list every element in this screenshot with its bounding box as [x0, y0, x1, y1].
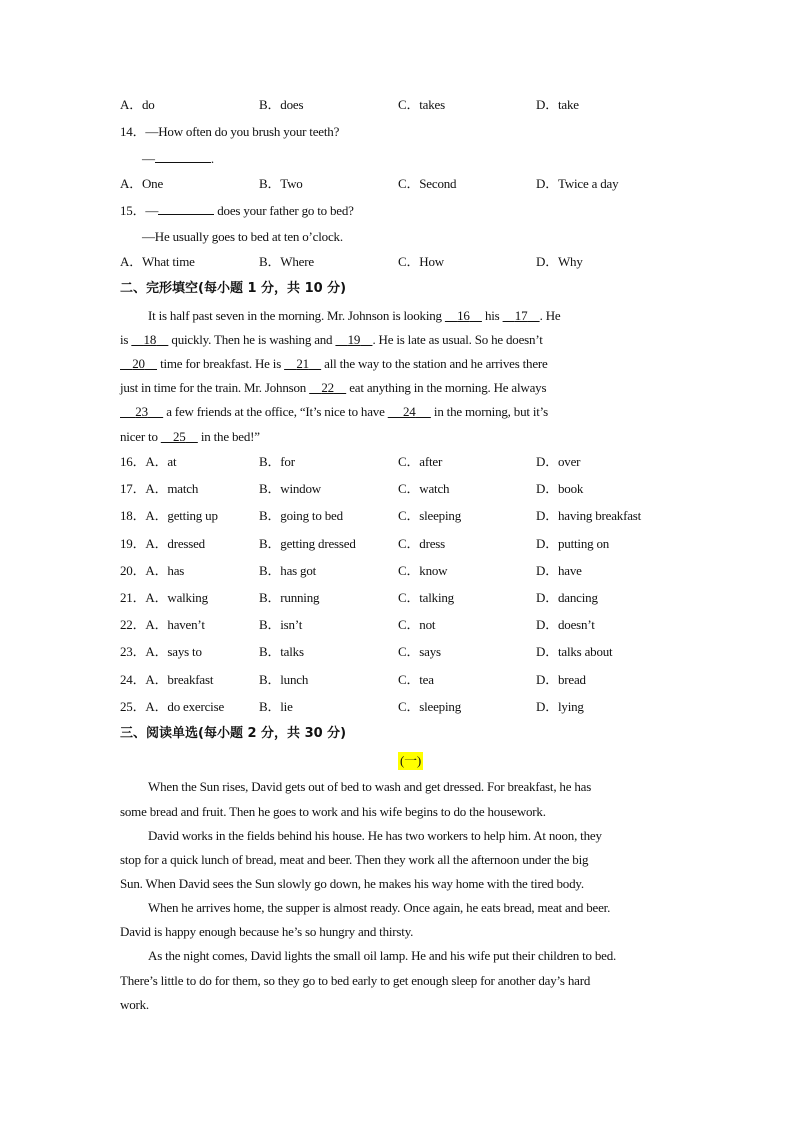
option-d: D．lying [536, 699, 584, 714]
text: in the bed!” [197, 429, 260, 444]
option-b: B．Where [259, 254, 314, 269]
option-a: 23．A．says to [120, 644, 202, 659]
option-b: B．window [259, 481, 321, 496]
blank-24: 24 [403, 404, 416, 419]
option-c: C．sleeping [398, 508, 461, 523]
option-d: D．book [536, 481, 584, 496]
dash: — [142, 151, 155, 166]
passage-line: some bread and fruit. Then he goes to work and his wife begins to do the housework. [120, 804, 546, 819]
cloze-line-6 [120, 428, 680, 446]
q18-options [120, 507, 680, 525]
option-a: 16．A．at [120, 454, 177, 469]
answer-blank [158, 202, 214, 215]
option-a: A．One [120, 176, 164, 191]
option-c: C．dress [398, 536, 445, 551]
option-b: B．lie [259, 699, 293, 714]
q15-stem [120, 202, 680, 220]
option-a: A．do [120, 97, 155, 112]
cloze-line-5 [120, 403, 680, 421]
option-b: B．getting dressed [259, 536, 356, 551]
answer-blank [155, 150, 211, 163]
text: nicer to [120, 429, 161, 444]
q22-options [120, 616, 680, 634]
option-b: B．for [259, 454, 295, 469]
q25-options [120, 698, 680, 716]
option-d: D．Why [536, 254, 583, 269]
option-c: C．tea [398, 672, 434, 687]
option-c: C．takes [398, 97, 445, 112]
q21-options [120, 589, 680, 607]
option-c: C．after [398, 454, 443, 469]
option-a: 21．A．walking [120, 590, 208, 605]
option-c: C．says [398, 644, 441, 659]
passage-line: When he arrives home, the supper is almost ready. Once again, he eats bread, meat and beer. [148, 900, 611, 915]
option-d: D．doesn’t [536, 617, 595, 632]
text: . He [539, 308, 561, 323]
text: time for breakfast. He is [157, 356, 285, 371]
passage-line: Sun. When David sees the Sun slowly go down, he makes his way home with the tired body. [120, 876, 584, 891]
blank-19: 19 [347, 332, 361, 347]
blank-23: 23 [135, 404, 148, 419]
cloze-line-1 [148, 307, 708, 325]
option-a: 24．A．breakfast [120, 672, 214, 687]
option-b: B．talks [259, 644, 304, 659]
option-d: D．dancing [536, 590, 598, 605]
option-c: C．sleeping [398, 699, 461, 714]
option-a: A．What time [120, 254, 195, 269]
option-b: B．going to bed [259, 508, 343, 523]
option-c: C．talking [398, 590, 454, 605]
option-d: D．having breakfast [536, 508, 642, 523]
q15-stem-pre: 15．— [120, 203, 159, 218]
text: It is half past seven in the morning. Mr. Johnson is looking [148, 308, 445, 323]
text: just in time for the train. Mr. Johnson [120, 380, 310, 395]
option-d: D．bread [536, 672, 586, 687]
q14-options [120, 175, 680, 193]
option-b: B．isn’t [259, 617, 303, 632]
cloze-line-2 [120, 331, 680, 349]
passage-part-label: (一) [400, 753, 422, 768]
option-a: 20．A．has [120, 563, 185, 578]
option-a: 19．A．dressed [120, 536, 205, 551]
blank-25: 25 [173, 429, 186, 444]
text: all the way to the station and he arrives there [321, 356, 548, 371]
text: in the morning, but it’s [430, 404, 548, 419]
period: . [210, 151, 214, 166]
passage-line: stop for a quick lunch of bread, meat and beer. Then they work all the afternoon under the big [120, 852, 589, 867]
option-c: C．not [398, 617, 436, 632]
blank-18: 18 [143, 332, 157, 347]
q13-options [120, 96, 680, 114]
passage-line: David works in the fields behind his house. He has two workers to help him. At noon, they [148, 828, 602, 843]
option-b: B．lunch [259, 672, 309, 687]
q23-options [120, 643, 680, 661]
passage-line: There’s little to do for them, so they go to bed early to get enough sleep for another day’s hard [120, 973, 591, 988]
text: quickly. Then he is washing and [168, 332, 336, 347]
section-3-heading: 三、阅读单选(每小题 2 分，共 30 分) [120, 726, 347, 741]
option-b: B．running [259, 590, 320, 605]
text: a few friends at the office, “It’s nice to have [163, 404, 388, 419]
q15-reply: —He usually goes to bed at ten o’clock. [142, 229, 343, 244]
option-c: C．watch [398, 481, 450, 496]
option-a: 22．A．haven’t [120, 617, 205, 632]
option-d: D．talks about [536, 644, 613, 659]
text: his [481, 308, 503, 323]
option-d: D．over [536, 454, 581, 469]
text: . He is late as usual. So he doesn’t [372, 332, 543, 347]
q14-answer-line [142, 150, 702, 168]
option-d: D．Twice a day [536, 176, 619, 191]
q24-options [120, 671, 680, 689]
q15-stem-post: does your father go to bed? [214, 203, 354, 218]
option-b: B．Two [259, 176, 303, 191]
option-c: C．Second [398, 176, 457, 191]
q20-options [120, 562, 680, 580]
option-a: 17．A．match [120, 481, 199, 496]
q15-options [120, 253, 680, 271]
q17-options [120, 480, 680, 498]
text: eat anything in the morning. He always [346, 380, 547, 395]
passage-line: David is happy enough because he’s so hungry and thirsty. [120, 924, 414, 939]
blank-22: 22 [321, 380, 334, 395]
q16-options [120, 453, 680, 471]
option-d: D．putting on [536, 536, 610, 551]
text: is [120, 332, 132, 347]
section-2-heading: 二、完形填空(每小题 1 分，共 10 分) [120, 281, 347, 296]
passage-line: As the night comes, David lights the small oil lamp. He and his wife put their children to bed. [148, 948, 617, 963]
option-c: C．know [398, 563, 448, 578]
cloze-line-4 [120, 379, 680, 397]
option-a: 25．A．do exercise [120, 699, 225, 714]
q19-options [120, 535, 680, 553]
passage-line: work. [120, 997, 149, 1012]
blank-21: 21 [296, 356, 309, 371]
q14-stem: 14．—How often do you brush your teeth? [120, 124, 340, 139]
option-d: D．have [536, 563, 582, 578]
option-b: B．has got [259, 563, 317, 578]
option-b: B．does [259, 97, 304, 112]
passage-line: When the Sun rises, David gets out of bed to wash and get dressed. For breakfast, he has [148, 779, 592, 794]
blank-20: 20 [132, 356, 145, 371]
blank-17: 17 [514, 308, 528, 323]
option-a: 18．A．getting up [120, 508, 218, 523]
cloze-line-3 [120, 355, 680, 373]
blank-16: 16 [457, 308, 470, 323]
option-c: C．How [398, 254, 444, 269]
option-d: D．take [536, 97, 579, 112]
